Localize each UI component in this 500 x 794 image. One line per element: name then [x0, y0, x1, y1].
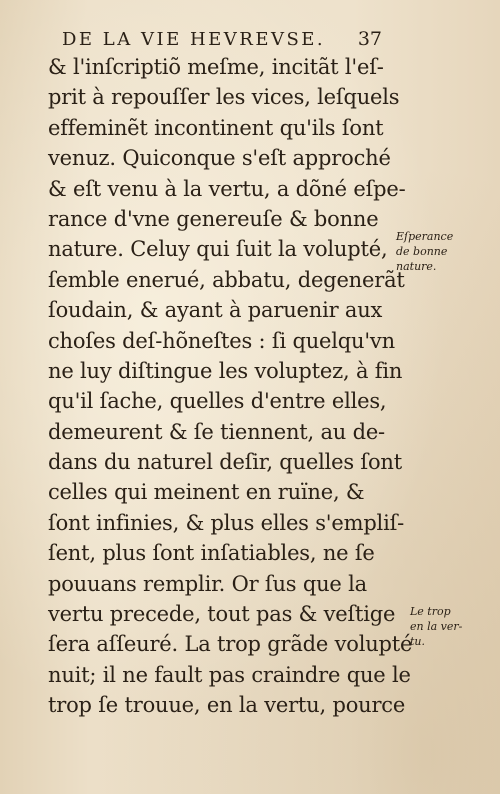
text-line: nuit; il ne fault pas craindre que le — [48, 662, 411, 687]
running-title: DE LA VIE HEVREVSE. — [62, 29, 326, 50]
marginal-note-esperance — [396, 229, 453, 274]
text-line: ſera aſſeuré. La trop grãde volupté — [48, 632, 413, 657]
text-line: effeminẽt incontinent qu'ils ſont — [48, 115, 384, 140]
text-line: pouuans remplir. Or ſus que la — [48, 571, 367, 596]
text-line: celles qui meinent en ruïne, & — [48, 480, 365, 505]
text-line: dans du naturel deſir, quelles ſont — [48, 450, 402, 475]
text-line: ſont infinies, & plus elles s'empliſ- — [48, 510, 405, 535]
text-line: nature. Celuy qui ſuit la volupté, — [48, 237, 388, 262]
text-line: ſent, plus ſont inſatiables, ne ſe — [48, 541, 375, 566]
marginal-note-line: Eſperance — [396, 230, 454, 243]
text-line: vertu precede, tout pas & veſtige — [48, 602, 396, 627]
page-number: 37 — [357, 28, 382, 50]
text-line: & l'inſcriptiõ meſme, incitãt l'eſ- — [48, 55, 384, 79]
text-line: trop ſe trouue, en la vertu, pource — [48, 693, 406, 718]
running-header — [62, 28, 382, 52]
body-text — [48, 52, 413, 721]
text-line: & eſt venu à la vertu, a dõné eſpe- — [48, 176, 406, 201]
marginal-note-line: de bonne — [396, 245, 448, 258]
marginal-note-line: en la ver- — [410, 620, 463, 633]
marginal-note-line: Le trop — [410, 605, 451, 618]
text-line: qu'il ſache, quelles d'entre elles, — [48, 389, 387, 414]
text-line: ſoudain, & ayant à paruenir aux — [48, 298, 383, 323]
text-line: prit à repouſſer les vices, leſquels — [48, 85, 400, 110]
text-line: ne luy diſtingue les voluptez, à fin — [48, 358, 403, 383]
text-line: choſes deſ-hõneſtes : ſi quelqu'vn — [48, 328, 395, 353]
text-line: demeurent & ſe tiennent, au de- — [48, 419, 385, 444]
marginal-note-line: tu. — [410, 635, 426, 648]
text-line: ſemble enerué, abbatu, degenerãt — [48, 267, 405, 292]
marginal-note-line: nature. — [396, 260, 437, 273]
text-line: rance d'vne genereuſe & bonne — [48, 206, 379, 231]
marginal-note-le-trop — [410, 604, 462, 649]
text-line: venuz. Quiconque s'eſt approché — [48, 146, 391, 171]
